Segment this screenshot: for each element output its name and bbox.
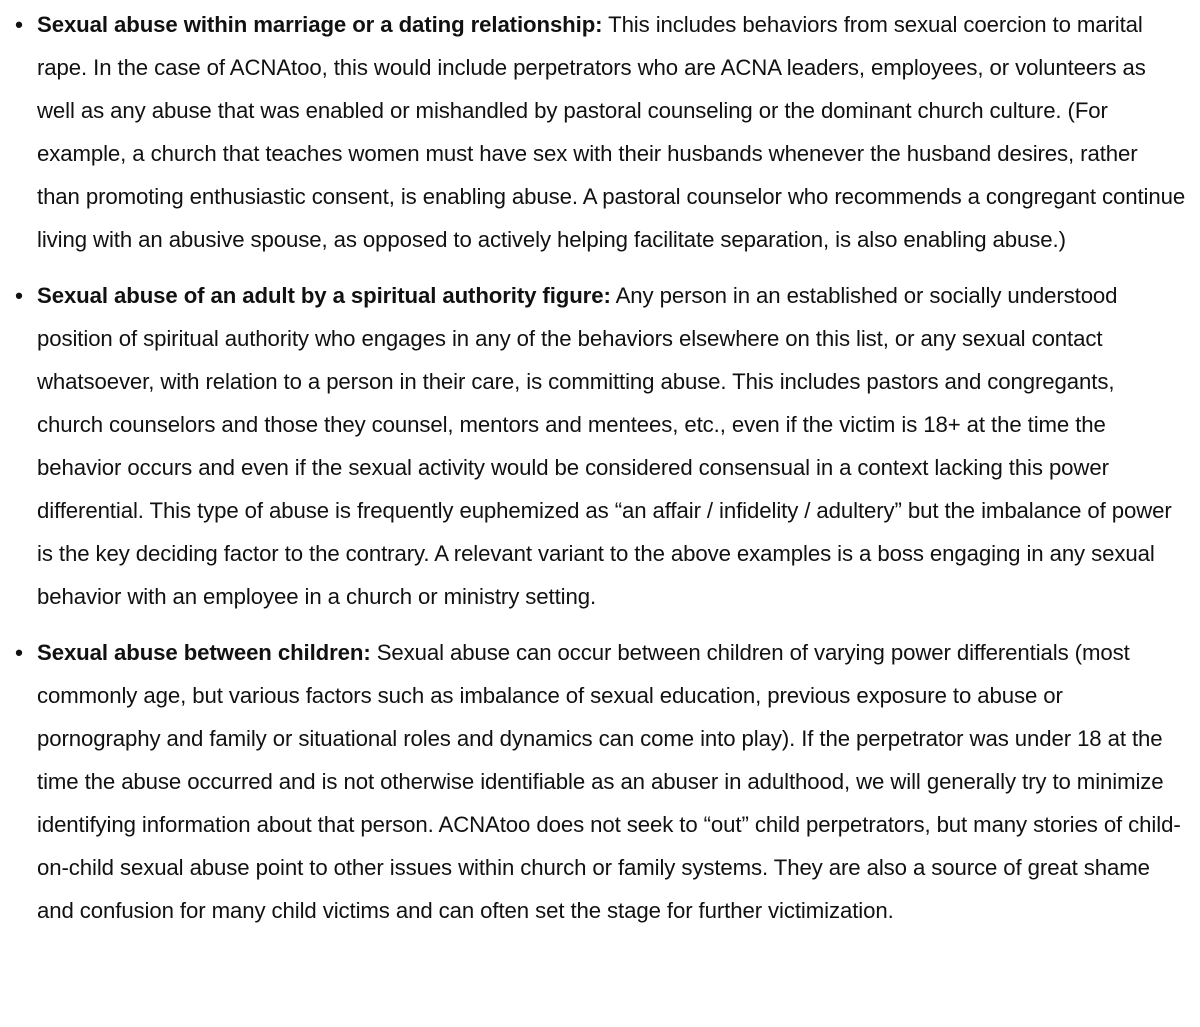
description-marriage-dating: This includes behaviors from sexual coercion to marital rape. In the case of ACNAtoo, this would include perpetrators who are ACNA leaders, employees, or volunteers as well as any abuse that was enabled or mishandled by pastoral counseling or the dominant church culture. (For example, a church that teaches women must have sex with their husbands whenever the husband desires, rather than promoting enthusiastic consent, is enabling abuse. A pastoral counselor who recommends a congregant continue living with an abusive spouse, as opposed to actively helping facilitate separation, is also enabling abuse.) [37,12,1186,252]
bullet-icon: • [15,640,23,665]
term-spiritual-authority: Sexual abuse of an adult by a spiritual authority figure: [37,283,611,308]
list-item-marriage-dating [14,3,1186,261]
bullet-icon: • [15,12,23,37]
description-between-children: Sexual abuse can occur between children of varying power differentials (most commonly age, but various factors such as imbalance of sexual education, previous exposure to abuse or pornography and family or situational roles and dynamics can come into play). If the perpetrator was under 18 at the time the abuse occurred and is not otherwise identifiable as an abuser in adulthood, we will generally try to minimize identifying information about that person. ACNAtoo does not seek to “out” child perpetrators, but many stories of child-on-child sexual abuse point to other issues within church or family systems. They are also a source of great shame and confusion for many child victims and can often set the stage for further victimization. [37,640,1181,923]
list-item-spiritual-authority [14,274,1186,618]
list-item-between-children [14,631,1186,932]
term-marriage-dating: Sexual abuse within marriage or a dating relationship: [37,12,603,37]
bullet-icon: • [15,283,23,308]
description-spiritual-authority: Any person in an established or socially understood position of spiritual authority who engages in any of the behaviors elsewhere on this list, or any sexual contact whatsoever, with relation to a person in their care, is committing abuse. This includes pastors and congregants, church counselors and those they counsel, mentors and mentees, etc., even if the victim is 18+ at the time the behavior occurs and even if the sexual activity would be considered consensual in a context lacking this power differential. This type of abuse is frequently euphemized as “an affair / infidelity / adultery” but the imbalance of power is the key deciding factor to the contrary. A relevant variant to the above examples is a boss engaging in any sexual behavior with an employee in a church or ministry setting. [37,283,1172,609]
term-between-children: Sexual abuse between children: [37,640,371,665]
abuse-definitions-list [14,3,1186,932]
